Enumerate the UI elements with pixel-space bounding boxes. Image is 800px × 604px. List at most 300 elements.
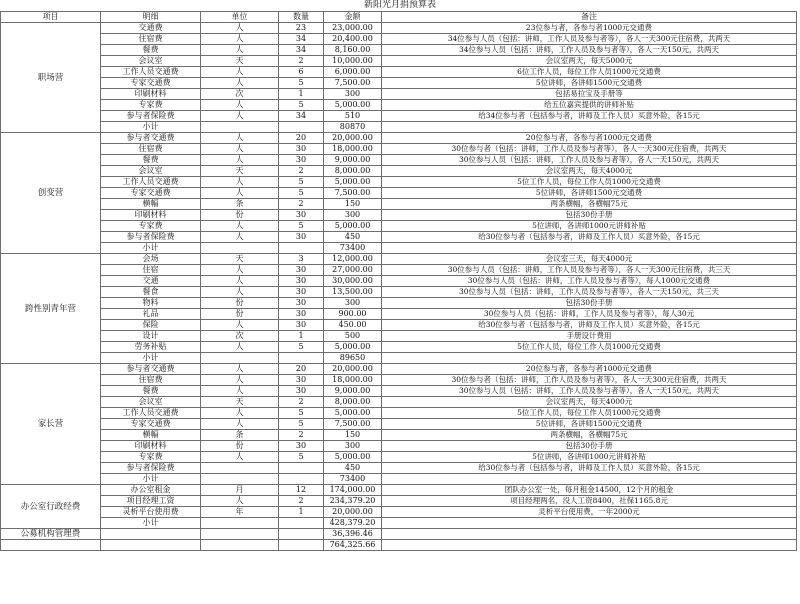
unit-cell: 人	[201, 188, 279, 199]
group-name-cell: 创变营	[1, 133, 101, 254]
quantity-cell: 30	[279, 265, 324, 276]
amount-cell: 9,000.00	[324, 386, 382, 397]
table-row	[1, 441, 797, 452]
unit-cell: 人	[201, 364, 279, 375]
header-project: 项目	[1, 12, 101, 23]
quantity-cell: 5	[279, 452, 324, 463]
table-row	[1, 144, 797, 155]
note-cell: 包括30份手册	[382, 441, 797, 452]
note-cell: 23位参与者，各参与者1000元交通费	[382, 23, 797, 34]
detail-cell: 印刷材料	[101, 441, 201, 452]
table-row	[1, 430, 797, 441]
table-row	[1, 276, 797, 287]
note-cell: 5位工作人员，每位工作人员1000元交通费	[382, 177, 797, 188]
note-cell: 给30位参与者（包括参与者，讲师及工作人员）买意外险，各15元	[382, 320, 797, 331]
quantity-cell: 30	[279, 298, 324, 309]
amount-cell: 450	[324, 232, 382, 243]
sheet-title: 新阳光月捐预算表	[363, 0, 436, 10]
subtotal-detail-cell: 小计	[101, 122, 201, 133]
amount-cell: 7,500.00	[324, 419, 382, 430]
unit-cell: 份	[201, 441, 279, 452]
detail-cell: 参与者保险费	[101, 111, 201, 122]
quantity-cell: 34	[279, 111, 324, 122]
subtotal-detail-cell: 小计	[101, 518, 201, 529]
note-cell: 会议室三天，每天4000元	[382, 254, 797, 265]
detail-cell: 设计	[101, 331, 201, 342]
table-row	[1, 408, 797, 419]
admin-fee-amount: 36,396.46	[324, 529, 382, 540]
subtotal-amount-cell: 80870	[324, 122, 382, 133]
detail-cell: 工作人员交通费	[101, 408, 201, 419]
group-name-cell: 跨性别青年营	[1, 254, 101, 364]
table-row	[1, 56, 797, 67]
detail-cell: 住宿费	[101, 375, 201, 386]
quantity-cell: 20	[279, 133, 324, 144]
unit-cell: 人	[201, 408, 279, 419]
unit-cell: 人	[201, 320, 279, 331]
note-cell: 给34位参与者（包括参与者，讲师及工作人员）买意外险，各15元	[382, 111, 797, 122]
table-row	[1, 100, 797, 111]
detail-cell: 参与者交通费	[101, 133, 201, 144]
header-row	[1, 12, 797, 23]
grand-total-detail-cell	[101, 540, 201, 551]
subtotal-quantity-cell	[279, 243, 324, 254]
subtotal-unit-cell	[201, 474, 279, 485]
detail-cell: 印刷材料	[101, 89, 201, 100]
table-row	[1, 342, 797, 353]
amount-cell: 5,000.00	[324, 342, 382, 353]
amount-cell: 150	[324, 430, 382, 441]
unit-cell: 人	[201, 144, 279, 155]
quantity-cell: 30	[279, 276, 324, 287]
quantity-cell: 2	[279, 430, 324, 441]
admin-fee-row	[1, 529, 797, 540]
table-row	[1, 45, 797, 56]
note-cell: 给30位参与者（包括参与者，讲师及工作人员）买意外险，各15元	[382, 463, 797, 474]
amount-cell: 5,000.00	[324, 100, 382, 111]
quantity-cell: 20	[279, 364, 324, 375]
subtotal-row	[1, 474, 797, 485]
quantity-cell: 5	[279, 419, 324, 430]
note-cell: 30位参与者（包括：讲师，工作人员及参与者等），各人一天300元住宿费，共两天	[382, 144, 797, 155]
admin-fee-unit-cell	[201, 529, 279, 540]
unit-cell: 年	[201, 507, 279, 518]
subtotal-row	[1, 243, 797, 254]
amount-cell: 27,000.00	[324, 265, 382, 276]
quantity-cell: 34	[279, 45, 324, 56]
amount-cell: 450	[324, 463, 382, 474]
quantity-cell: 2	[279, 496, 324, 507]
header-unit: 单位	[201, 12, 279, 23]
quantity-cell	[279, 463, 324, 474]
unit-cell: 人	[201, 155, 279, 166]
unit-cell: 人	[201, 276, 279, 287]
table-row	[1, 133, 797, 144]
table-row	[1, 177, 797, 188]
header-amount: 金额	[324, 12, 382, 23]
quantity-cell: 30	[279, 309, 324, 320]
note-cell: 会议室两天，每天4000元	[382, 397, 797, 408]
subtotal-row	[1, 518, 797, 529]
budget-table-body	[1, 12, 797, 551]
table-row	[1, 397, 797, 408]
note-cell: 30位参与人员（包括：讲师，工作人员及参与者等），各人一天150元，共两天	[382, 155, 797, 166]
unit-cell: 份	[201, 210, 279, 221]
table-row	[1, 507, 797, 518]
quantity-cell: 1	[279, 89, 324, 100]
detail-cell: 专家交通费	[101, 78, 201, 89]
note-cell: 团队办公室一处，每月租金14500，12个月的租金	[382, 485, 797, 496]
unit-cell: 人	[201, 78, 279, 89]
detail-cell: 灵析平台使用费	[101, 507, 201, 518]
unit-cell: 人	[201, 23, 279, 34]
subtotal-detail-cell: 小计	[101, 474, 201, 485]
detail-cell: 横幅	[101, 199, 201, 210]
note-cell: 30位参与人员（包括：讲师，工作人员及参与者等），各人一天150元，共三天	[382, 287, 797, 298]
detail-cell: 会议室	[101, 56, 201, 67]
detail-cell: 办公室租金	[101, 485, 201, 496]
note-cell: 会议室两天，每天5000元	[382, 56, 797, 67]
amount-cell: 20,000.00	[324, 507, 382, 518]
unit-cell	[201, 463, 279, 474]
amount-cell: 10,000.00	[324, 56, 382, 67]
unit-cell: 份	[201, 309, 279, 320]
amount-cell: 8,000.00	[324, 166, 382, 177]
note-cell: 项目经理两名，没人工资8400，社保1165.8元	[382, 496, 797, 507]
unit-cell: 人	[201, 111, 279, 122]
quantity-cell: 5	[279, 78, 324, 89]
subtotal-quantity-cell	[279, 474, 324, 485]
quantity-cell: 2	[279, 199, 324, 210]
note-cell: 30位参与人员（包括：讲师，工作人员及参与者等），每人1000元交通费	[382, 276, 797, 287]
quantity-cell: 23	[279, 23, 324, 34]
unit-cell: 人	[201, 419, 279, 430]
note-cell: 30位参与人员（包括：讲师，工作人员及参与者等），各人一天300元住宿费，共三天	[382, 265, 797, 276]
note-cell: 34位参与人员（包括：讲师，工作人员及参与者等），各人一天150元，共两天	[382, 45, 797, 56]
note-cell: 两条横幅，各横幅75元	[382, 430, 797, 441]
amount-cell: 30,000.00	[324, 276, 382, 287]
note-cell: 34位参与人员（包括：讲师，工作人员及参与者等），各人一天300元住宿费，共两天	[382, 34, 797, 45]
detail-cell: 专家费	[101, 100, 201, 111]
note-cell: 30位参与人员（包括：讲师，工作人员及参与者等），各人一天150元，共两天	[382, 386, 797, 397]
detail-cell: 住宿	[101, 265, 201, 276]
note-cell: 给30位参与者（包括参与者，讲师及工作人员）买意外险，各15元	[382, 232, 797, 243]
quantity-cell: 30	[279, 375, 324, 386]
amount-cell: 5,000.00	[324, 221, 382, 232]
quantity-cell: 30	[279, 386, 324, 397]
subtotal-note-cell	[382, 243, 797, 254]
quantity-cell: 5	[279, 221, 324, 232]
table-row	[1, 232, 797, 243]
subtotal-quantity-cell	[279, 518, 324, 529]
unit-cell: 人	[201, 100, 279, 111]
unit-cell: 份	[201, 298, 279, 309]
amount-cell: 234,379.20	[324, 496, 382, 507]
amount-cell: 300	[324, 210, 382, 221]
subtotal-unit-cell	[201, 243, 279, 254]
detail-cell: 专家费	[101, 452, 201, 463]
quantity-cell: 1	[279, 507, 324, 518]
table-row	[1, 34, 797, 45]
detail-cell: 专家交通费	[101, 419, 201, 430]
note-cell: 5位讲师，各讲师1000元讲师补贴	[382, 221, 797, 232]
detail-cell: 住宿费	[101, 34, 201, 45]
table-row	[1, 188, 797, 199]
quantity-cell: 1	[279, 331, 324, 342]
table-row	[1, 375, 797, 386]
table-row	[1, 89, 797, 100]
amount-cell: 18,000.00	[324, 144, 382, 155]
subtotal-detail-cell: 小计	[101, 353, 201, 364]
note-cell: 5位讲师，各讲师1500元交通费	[382, 419, 797, 430]
note-cell: 5位讲师，各讲师1500元交通费	[382, 188, 797, 199]
unit-cell: 月	[201, 485, 279, 496]
quantity-cell: 5	[279, 342, 324, 353]
detail-cell: 工作人员交通费	[101, 67, 201, 78]
amount-cell: 18,000.00	[324, 375, 382, 386]
quantity-cell: 30	[279, 287, 324, 298]
unit-cell: 天	[201, 166, 279, 177]
quantity-cell: 34	[279, 34, 324, 45]
amount-cell: 450.00	[324, 320, 382, 331]
amount-cell: 20,400.00	[324, 34, 382, 45]
quantity-cell: 6	[279, 67, 324, 78]
detail-cell: 会议室	[101, 397, 201, 408]
note-cell: 包括30份手册	[382, 210, 797, 221]
subtotal-unit-cell	[201, 353, 279, 364]
subtotal-row	[1, 122, 797, 133]
grand-total-amount: 764,325.66	[324, 540, 382, 551]
subtotal-quantity-cell	[279, 122, 324, 133]
header-detail: 明细	[101, 12, 201, 23]
admin-fee-detail-cell	[101, 529, 201, 540]
table-row	[1, 210, 797, 221]
unit-cell: 次	[201, 331, 279, 342]
amount-cell: 510	[324, 111, 382, 122]
note-cell: 手册设计费用	[382, 331, 797, 342]
note-cell: 包括易拉宝及手册等	[382, 89, 797, 100]
amount-cell: 6,000.00	[324, 67, 382, 78]
unit-cell: 人	[201, 496, 279, 507]
subtotal-amount-cell: 89650	[324, 353, 382, 364]
subtotal-note-cell	[382, 122, 797, 133]
note-cell: 会议室两天，每天4000元	[382, 166, 797, 177]
unit-cell: 人	[201, 45, 279, 56]
group-name-cell: 职场营	[1, 23, 101, 133]
quantity-cell: 5	[279, 177, 324, 188]
note-cell: 30位参与者（包括：讲师，工作人员及参与者等），各人一天300元住宿费，共两天	[382, 375, 797, 386]
detail-cell: 交通费	[101, 23, 201, 34]
detail-cell: 会议室	[101, 166, 201, 177]
detail-cell: 礼品	[101, 309, 201, 320]
note-cell: 5位讲师，各讲师1500元交通费	[382, 78, 797, 89]
detail-cell: 物料	[101, 298, 201, 309]
unit-cell: 条	[201, 430, 279, 441]
detail-cell: 横幅	[101, 430, 201, 441]
unit-cell: 天	[201, 56, 279, 67]
detail-cell: 工作人员交通费	[101, 177, 201, 188]
table-row	[1, 364, 797, 375]
amount-cell: 8,000.00	[324, 397, 382, 408]
table-row	[1, 155, 797, 166]
amount-cell: 20,000.00	[324, 133, 382, 144]
note-cell: 两条横幅，各横幅75元	[382, 199, 797, 210]
detail-cell: 劳务补贴	[101, 342, 201, 353]
table-row	[1, 320, 797, 331]
table-row	[1, 111, 797, 122]
table-row	[1, 265, 797, 276]
quantity-cell: 30	[279, 144, 324, 155]
table-row	[1, 23, 797, 34]
quantity-cell: 5	[279, 408, 324, 419]
note-cell: 20位参与者，各参与者1000元交通费	[382, 364, 797, 375]
unit-cell: 人	[201, 232, 279, 243]
table-row	[1, 485, 797, 496]
unit-cell: 人	[201, 221, 279, 232]
subtotal-amount-cell: 73400	[324, 474, 382, 485]
table-row	[1, 166, 797, 177]
table-row	[1, 287, 797, 298]
amount-cell: 300	[324, 298, 382, 309]
admin-fee-note-cell	[382, 529, 797, 540]
note-cell: 20位参与者，各参与者1000元交通费	[382, 133, 797, 144]
amount-cell: 9,000.00	[324, 155, 382, 166]
unit-cell: 次	[201, 89, 279, 100]
grand-total-unit-cell	[201, 540, 279, 551]
note-cell: 给五位嘉宾提供的讲师补贴	[382, 100, 797, 111]
unit-cell: 人	[201, 34, 279, 45]
subtotal-amount-cell: 73400	[324, 243, 382, 254]
amount-cell: 900.00	[324, 309, 382, 320]
unit-cell: 天	[201, 254, 279, 265]
quantity-cell: 30	[279, 232, 324, 243]
header-note: 备注	[382, 12, 797, 23]
amount-cell: 7,500.00	[324, 78, 382, 89]
amount-cell: 5,000.00	[324, 177, 382, 188]
unit-cell: 人	[201, 452, 279, 463]
admin-fee-quantity-cell	[279, 529, 324, 540]
detail-cell: 交通	[101, 276, 201, 287]
admin-fee-label: 公募机构管理费	[1, 529, 101, 540]
detail-cell: 专家费	[101, 221, 201, 232]
detail-cell: 保险	[101, 320, 201, 331]
detail-cell: 参与者保险费	[101, 232, 201, 243]
note-cell: 包括30份手册	[382, 298, 797, 309]
detail-cell: 住宿费	[101, 144, 201, 155]
subtotal-note-cell	[382, 518, 797, 529]
quantity-cell: 30	[279, 155, 324, 166]
subtotal-unit-cell	[201, 518, 279, 529]
detail-cell: 印刷材料	[101, 210, 201, 221]
detail-cell: 专家交通费	[101, 188, 201, 199]
note-cell: 5位讲师，各讲师1000元讲师补贴	[382, 452, 797, 463]
unit-cell: 天	[201, 397, 279, 408]
group-name-cell: 办公室行政经费	[1, 485, 101, 529]
note-cell: 灵析平台使用费，一年2000元	[382, 507, 797, 518]
quantity-cell: 30	[279, 210, 324, 221]
table-row	[1, 452, 797, 463]
quantity-cell: 30	[279, 320, 324, 331]
group-name-cell: 家长营	[1, 364, 101, 485]
grand-total-quantity-cell	[279, 540, 324, 551]
unit-cell: 人	[201, 133, 279, 144]
table-row	[1, 463, 797, 474]
amount-cell: 7,500.00	[324, 188, 382, 199]
subtotal-row	[1, 353, 797, 364]
grand-total-note-cell	[382, 540, 797, 551]
unit-cell: 人	[201, 67, 279, 78]
table-row	[1, 331, 797, 342]
grand-total-row	[1, 540, 797, 551]
subtotal-amount-cell: 428,379.20	[324, 518, 382, 529]
quantity-cell: 30	[279, 441, 324, 452]
table-row	[1, 199, 797, 210]
amount-cell: 300	[324, 441, 382, 452]
quantity-cell: 2	[279, 166, 324, 177]
amount-cell: 5,000.00	[324, 452, 382, 463]
amount-cell: 150	[324, 199, 382, 210]
quantity-cell: 2	[279, 397, 324, 408]
detail-cell: 餐费	[101, 155, 201, 166]
table-row	[1, 254, 797, 265]
amount-cell: 12,000.00	[324, 254, 382, 265]
detail-cell: 项目经理工资	[101, 496, 201, 507]
header-quantity: 数量	[279, 12, 324, 23]
detail-cell: 餐食	[101, 287, 201, 298]
detail-cell: 参与者保险费	[101, 463, 201, 474]
amount-cell: 5,000.00	[324, 408, 382, 419]
table-row	[1, 309, 797, 320]
grand-total-label-cell	[1, 540, 101, 551]
amount-cell: 13,500.00	[324, 287, 382, 298]
table-row	[1, 78, 797, 89]
budget-table	[0, 11, 797, 551]
detail-cell: 会场	[101, 254, 201, 265]
note-cell: 5位工作人员，每位工作人员1000元交通费	[382, 342, 797, 353]
note-cell: 30位参与人员（包括：讲师，工作人员及参与者等），每人30元	[382, 309, 797, 320]
amount-cell: 500	[324, 331, 382, 342]
subtotal-quantity-cell	[279, 353, 324, 364]
amount-cell: 8,160.00	[324, 45, 382, 56]
detail-cell: 餐费	[101, 45, 201, 56]
table-row	[1, 496, 797, 507]
quantity-cell: 3	[279, 254, 324, 265]
note-cell: 5位工作人员，每位工作人员1000元交通费	[382, 408, 797, 419]
subtotal-detail-cell: 小计	[101, 243, 201, 254]
table-row	[1, 419, 797, 430]
quantity-cell: 5	[279, 188, 324, 199]
quantity-cell: 5	[279, 100, 324, 111]
amount-cell: 23,000.00	[324, 23, 382, 34]
subtotal-unit-cell	[201, 122, 279, 133]
detail-cell: 参与者交通费	[101, 364, 201, 375]
table-row	[1, 67, 797, 78]
detail-cell: 餐费	[101, 386, 201, 397]
amount-cell: 174,000.00	[324, 485, 382, 496]
amount-cell: 20,000.00	[324, 364, 382, 375]
unit-cell: 人	[201, 342, 279, 353]
subtotal-note-cell	[382, 353, 797, 364]
unit-cell: 条	[201, 199, 279, 210]
quantity-cell: 2	[279, 56, 324, 67]
subtotal-note-cell	[382, 474, 797, 485]
unit-cell: 人	[201, 177, 279, 188]
table-row	[1, 221, 797, 232]
amount-cell: 300	[324, 89, 382, 100]
table-row	[1, 298, 797, 309]
quantity-cell: 12	[279, 485, 324, 496]
table-row	[1, 386, 797, 397]
